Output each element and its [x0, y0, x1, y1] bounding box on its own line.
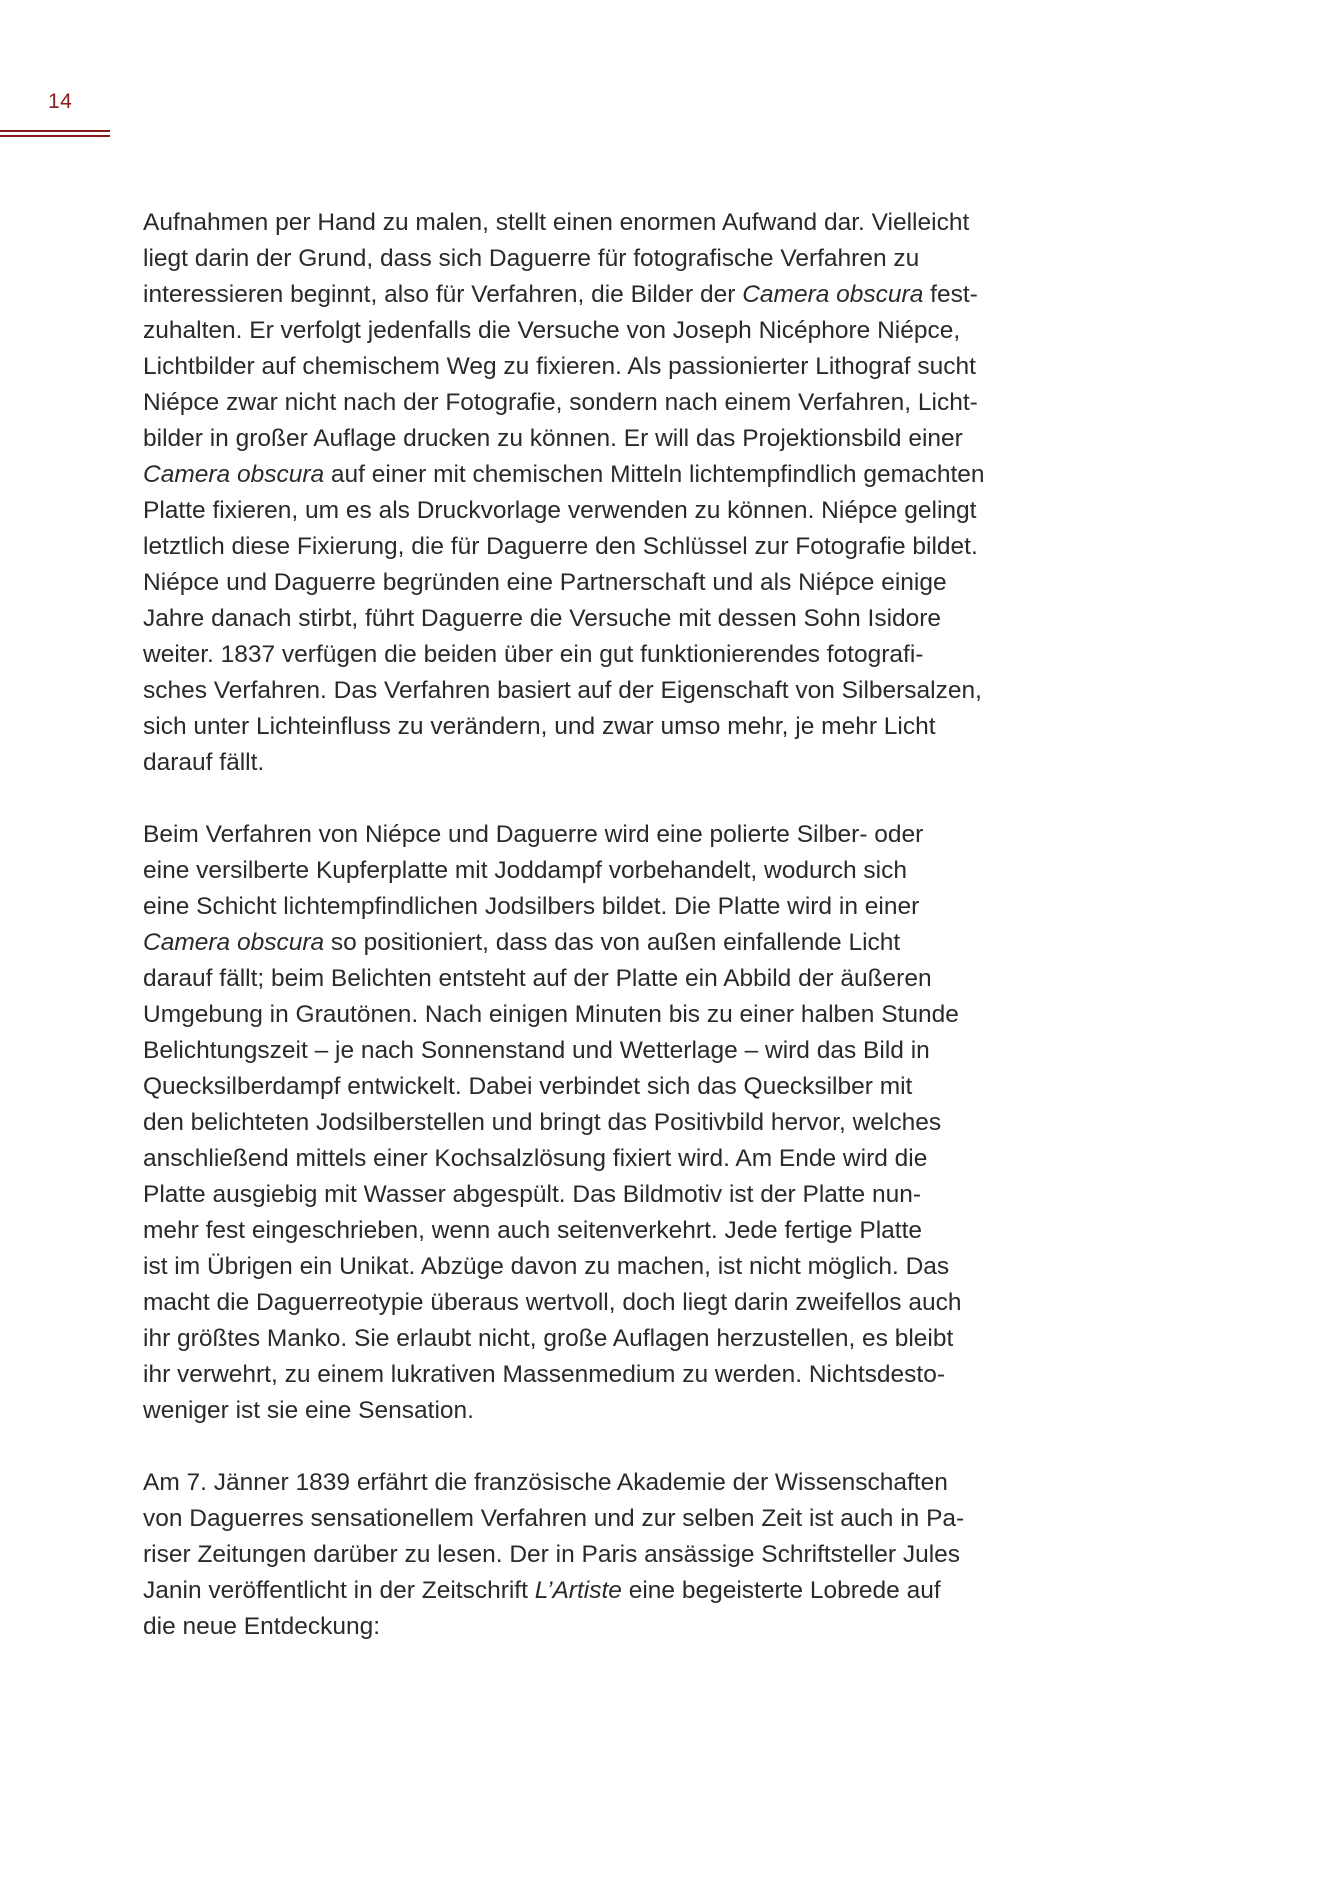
- italic-term: Camera obscura: [143, 461, 325, 488]
- italic-term: Camera obscura: [143, 929, 325, 956]
- text-line: ist im Übrigen ein Unikat. Abzüge davon zu machen, ist nicht möglich. Das: [143, 1253, 950, 1280]
- text-line: Beim Verfahren von Niépce und Daguerre wird eine polierte Silber- oder: [143, 821, 924, 848]
- text-run: interessieren beginnt, also für Verfahren, die Bilder der: [143, 281, 743, 308]
- text-line: macht die Daguerreotypie überaus wertvoll, doch liegt darin zweifellos auch: [143, 1289, 962, 1316]
- text-line: eine Schicht lichtempfindlichen Jodsilbers bildet. Die Platte wird in einer: [143, 893, 920, 920]
- paragraph-1: [143, 205, 1043, 781]
- text-line: Lichtbilder auf chemischem Weg zu fixieren. Als passionierter Lithograf sucht: [143, 353, 976, 380]
- text-run: eine begeisterte Lobrede auf: [621, 1577, 941, 1604]
- page-number: 14: [48, 90, 73, 113]
- text-line: Quecksilberdampf entwickelt. Dabei verbindet sich das Quecksilber mit: [143, 1073, 913, 1100]
- text-line: eine versilberte Kupferplatte mit Joddampf vorbehandelt, wodurch sich: [143, 857, 907, 884]
- body-text: [143, 205, 1043, 1645]
- text-line: von Daguerres sensationellem Verfahren und zur selben Zeit ist auch in Pa-: [143, 1505, 965, 1532]
- text-line: Niépce zwar nicht nach der Fotografie, sondern nach einem Verfahren, Licht-: [143, 389, 978, 416]
- text-line: Aufnahmen per Hand zu malen, stellt einen enormen Aufwand dar. Vielleicht: [143, 209, 970, 236]
- text-line: weniger ist sie eine Sensation.: [143, 1397, 474, 1424]
- text-line: die neue Entdeckung:: [143, 1613, 381, 1640]
- text-line: bilder in großer Auflage drucken zu können. Er will das Projektionsbild einer: [143, 425, 963, 452]
- text-line: den belichteten Jodsilberstellen und bringt das Positivbild hervor, welches: [143, 1109, 942, 1136]
- text-line: darauf fällt.: [143, 749, 265, 776]
- text-line: letztlich diese Fixierung, die für Daguerre den Schlüssel zur Fotografie bildet.: [143, 533, 978, 560]
- italic-term: L’Artiste: [534, 1577, 622, 1604]
- text-line: [143, 457, 1043, 493]
- italic-term: Camera obscura: [742, 281, 924, 308]
- text-run: Janin veröffentlicht in der Zeitschrift: [143, 1577, 535, 1604]
- paragraph-2: [143, 817, 1043, 1429]
- text-line: Niépce und Daguerre begründen eine Partnerschaft und als Niépce einige: [143, 569, 947, 596]
- text-line: anschließend mittels einer Kochsalzlösung fixiert wird. Am Ende wird die: [143, 1145, 928, 1172]
- paragraph-3: [143, 1465, 1043, 1645]
- text-line: ihr größtes Manko. Sie erlaubt nicht, große Auflagen herzustellen, es bleibt: [143, 1325, 954, 1352]
- text-line: [143, 1573, 1043, 1609]
- text-run: auf einer mit chemischen Mitteln lichtempfindlich gemachten: [324, 461, 985, 488]
- text-line: riser Zeitungen darüber zu lesen. Der in Paris ansässige Schriftsteller Jules: [143, 1541, 961, 1568]
- text-line: Jahre danach stirbt, führt Daguerre die Versuche mit dessen Sohn Isidore: [143, 605, 942, 632]
- text-line: Am 7. Jänner 1839 erfährt die französische Akademie der Wissenschaften: [143, 1469, 948, 1496]
- text-line: Platte ausgiebig mit Wasser abgespült. Das Bildmotiv ist der Platte nun-: [143, 1181, 922, 1208]
- header-rule-bottom: [0, 135, 110, 137]
- text-line: [143, 925, 1043, 961]
- text-line: Belichtungszeit – je nach Sonnenstand und Wetterlage – wird das Bild in: [143, 1037, 930, 1064]
- text-line: mehr fest eingeschrieben, wenn auch seitenverkehrt. Jede fertige Platte: [143, 1217, 922, 1244]
- text-line: sches Verfahren. Das Verfahren basiert auf der Eigenschaft von Silbersalzen,: [143, 677, 982, 704]
- text-line: weiter. 1837 verfügen die beiden über ein gut funktionierendes fotografi-: [143, 641, 924, 668]
- text-run: fest-: [923, 281, 978, 308]
- text-line: darauf fällt; beim Belichten entsteht auf der Platte ein Abbild der äußeren: [143, 965, 932, 992]
- header-rule-top: [0, 130, 110, 132]
- text-line: zuhalten. Er verfolgt jedenfalls die Versuche von Joseph Nicéphore Niépce,: [143, 317, 961, 344]
- text-line: [143, 277, 1043, 313]
- text-line: sich unter Lichteinfluss zu verändern, und zwar umso mehr, je mehr Licht: [143, 713, 936, 740]
- text-line: liegt darin der Grund, dass sich Daguerre für fotografische Verfahren zu: [143, 245, 920, 272]
- text-run: so positioniert, dass das von außen einfallende Licht: [324, 929, 901, 956]
- text-line: Umgebung in Grautönen. Nach einigen Minuten bis zu einer halben Stunde: [143, 1001, 959, 1028]
- text-line: ihr verwehrt, zu einem lukrativen Massenmedium zu werden. Nichtsdesto-: [143, 1361, 946, 1388]
- text-line: Platte fixieren, um es als Druckvorlage verwenden zu können. Niépce gelingt: [143, 497, 977, 524]
